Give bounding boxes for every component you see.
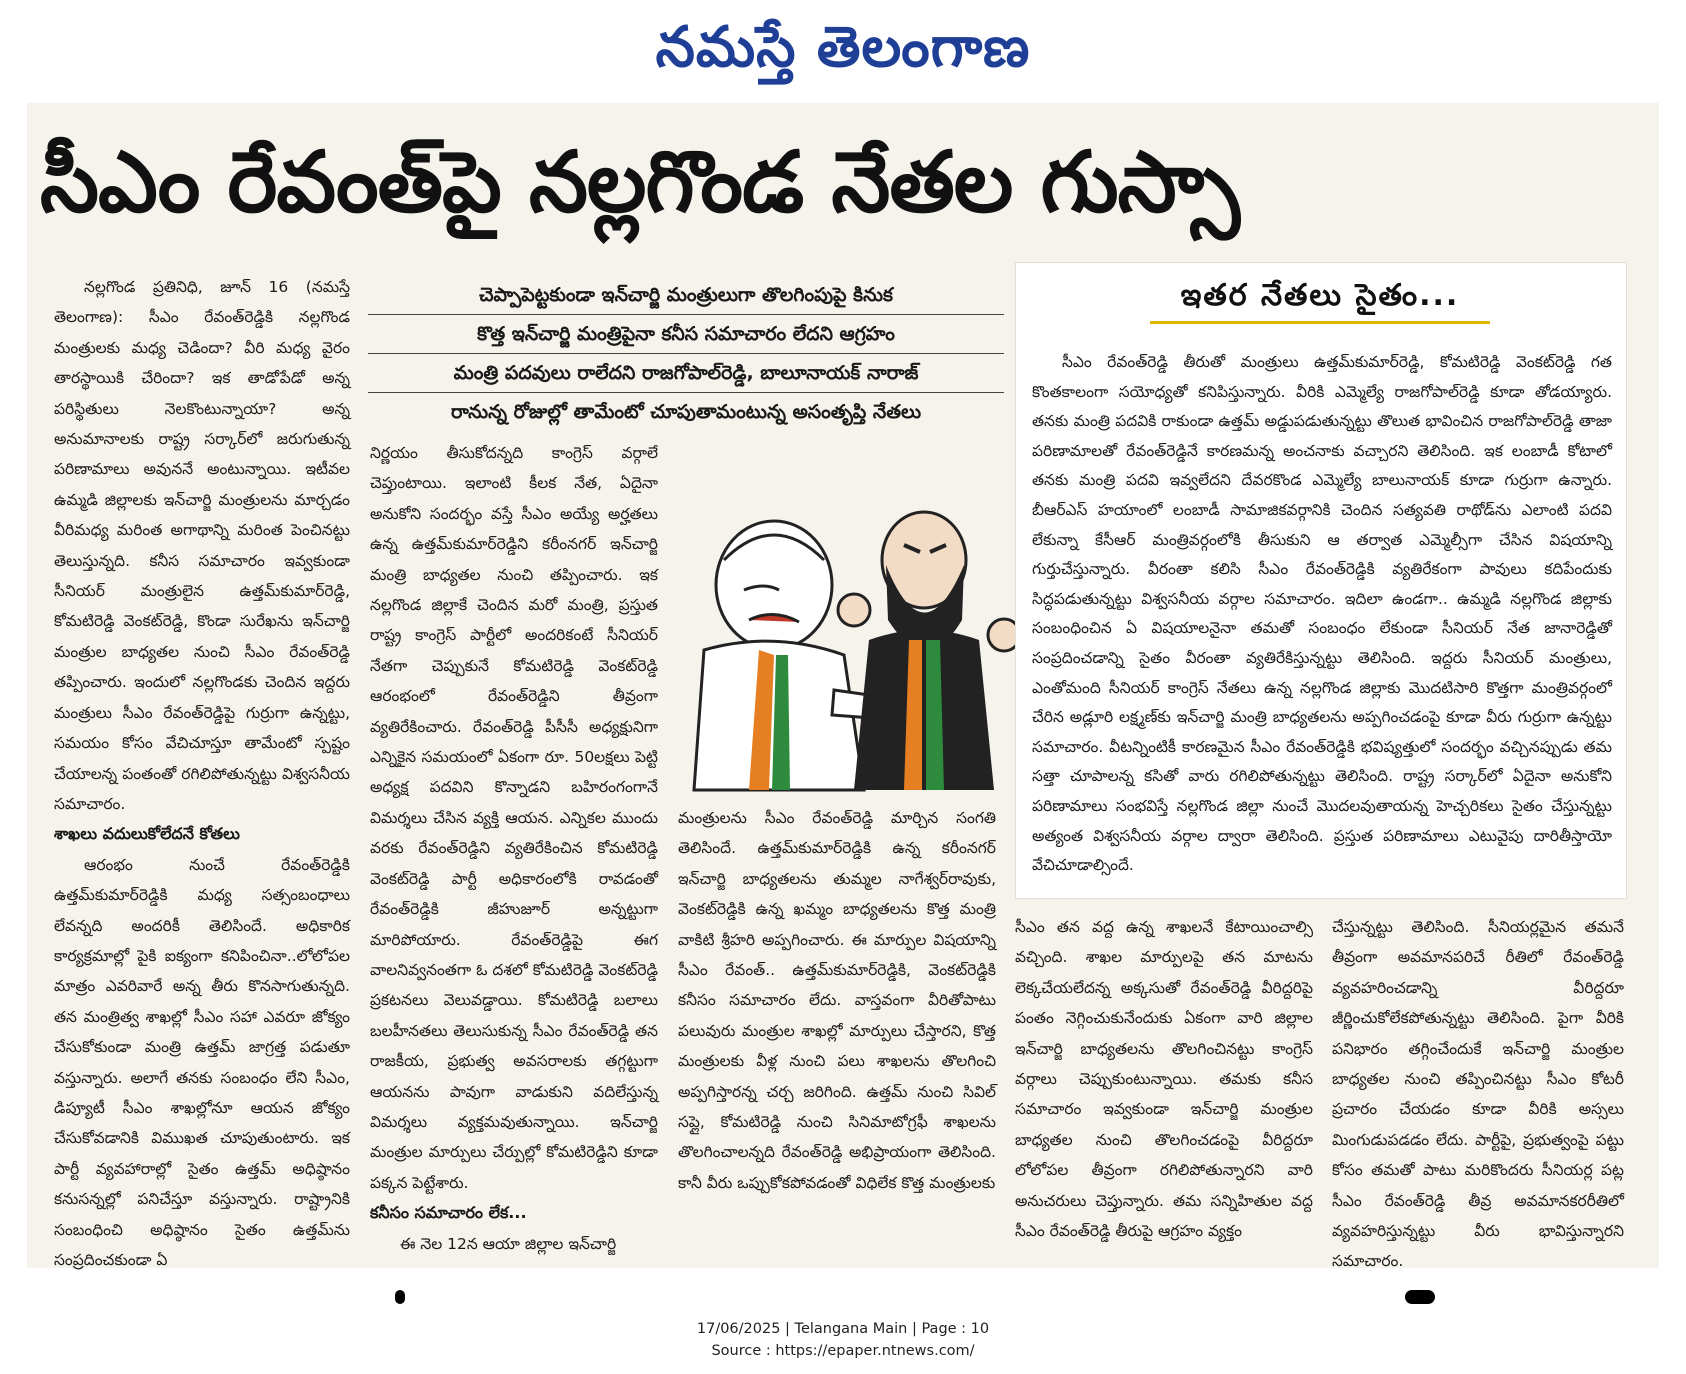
- article-headline: సీఎం రేవంత్‌పై నల్లగొండ నేతల గుస్సా: [40, 133, 1239, 231]
- sidebar-title-underline: [1150, 321, 1490, 324]
- article-decks: [368, 276, 1004, 431]
- sidebar-text: [1032, 348, 1612, 881]
- paragraph: సీఎం తన వద్ద ఉన్న శాఖలనే కేటాయించాల్సి వచ్చింది. శాఖల మార్పులపై తన మాటను లెక్కచేయలేదన్న అక్కసుతో రేవంత్‌రెడ్డి వీరిద్దరిపై పంతం నెగ్గించుకునేందుకు ఏకంగా వారి జిల్లాల ఇన్‌చార్జి బాధ్యతలను తొలగించినట్టు కాంగ్రెస్‌ వర్గాలు చెప్పుకుంటున్నాయి. తమకు కనీస సమాచారం ఇవ్వకుండా ఇన్‌చార్జి మంత్రుల బాధ్యతల నుంచి తొలగించడంపై వీరిద్దరూ లోలోపల తీవ్రంగా రగిలిపోతున్నారని వారి అనుచరులు చెప్తున్నారు. తమ సన్నిహితుల వద్ద సీఎం రేవంత్‌రెడ్డి తీరుపై ఆగ్రహం వ్యక్తం: [1015, 918, 1313, 1241]
- sidebar-title: ఇతర నేతలు సైతం...: [1180, 278, 1460, 313]
- paragraph: ఈ నెల 12న ఆయా జిల్లాల ఇన్‌చార్జి: [400, 1234, 617, 1253]
- paragraph: మంత్రులను సీఎం రేవంత్‌రెడ్డి మార్చిన సంగతి తెలిసిందే. ఉత్తమ్‌కుమార్‌రెడ్డికి ఉన్న కరీంనగర్‌ ఇన్‌చార్జి బాధ్యతలను తుమ్మల నాగేశ్వర్‌రావుకు, వెంకట్‌రెడ్డికి ఉన్న ఖమ్మం బాధ్యతలను కొత్త మంత్రి వాకిటి శ్రీహరి అప్పగించారు. ఈ మార్పుల విషయాన్ని సీఎం రేవంత్‌.. ఉత్తమ్‌కుమార్‌రెడ్డికి, వెంకట్‌రెడ్డికి కనీసం సమాచారం లేదు. వాస్తవంగా వీరితోపాటు పలువురు మంత్రుల శాఖల్లో మార్పులు చేస్తారని, కొత్త మంత్రులకు వీళ్ల నుంచి పలు శాఖలను తొలగించి అప్పగిస్తారన్న చర్చ జరిగింది. ఉత్తమ్‌ నుంచి సివిల్‌ సప్లై, కోమటిరెడ్డి నుంచి సినిమాటోగ్రఫీ శాఖలను తొలగించాలన్నది రేవంత్‌రెడ్డి అభిప్రాయంగా తెలిసింది. కానీ వీరు ఒప్పుకోకపోవడంతో విధిలేక కొత్త మంత్రులకు: [678, 809, 996, 1192]
- subheading: శాఖలు వదులుకోలేదనే కోతలు: [54, 824, 240, 844]
- article-column-1: [54, 272, 350, 1275]
- paragraph: నిర్ణయం తీసుకోదన్నది కాంగ్రెస్‌ వర్గాలే చెప్తుంటాయి. ఇలాంటి కీలక నేత, ఏదైనా అనుకోని సందర్భం వస్తే సీఎం అయ్యే అర్హతలు ఉన్న ఉత్తమ్‌కుమార్‌రెడ్డిని కరీంనగర్‌ ఇన్‌చార్జి మంత్రి బాధ్యతల నుంచి తప్పించారు. ఇక నల్లగొండ జిల్లాకే చెందిన మరో మంత్రి, ప్రస్తుత రాష్ట్ర కాంగ్రెస్‌ పార్టీలో అందరికంటే సీనియర్‌ నేతగా చెప్పుకునే కోమటిరెడ్డి వెంకట్‌రెడ్డి ఆరంభంలో రేవంత్‌రెడ్డిని తీవ్రంగా వ్యతిరేకించారు. రేవంత్‌రెడ్డి పీసీసీ అధ్యక్షునిగా ఎన్నికైన సమయంలో ఏకంగా రూ. 50లక్షలు పెట్టి అధ్యక్ష పదవిని కొన్నాడని బహిరంగంగానే విమర్శలు చేసిన వ్యక్తి ఆయన. ఎన్నికల ముందు వరకు రేవంత్‌రెడ్డిని వ్యతిరేకించిన కోమటిరెడ్డి వెంకట్‌రెడ్డి పార్టీ అధికారంలోకి రావడంతో రేవంత్‌రెడ్డికి జీహుజూర్‌ అన్నట్టుగా మారిపోయారు. రేవంత్‌రెడ్డిపై ఈగ వాలనివ్వనంతగా ఓ దశలో కోమటిరెడ్డి వెంకట్‌రెడ్డి ప్రకటనలు వెలువడ్డాయి. కోమటిరెడ్డి బలాలు బలహీనతలు తెలుసుకున్న సీఎం రేవంత్‌రెడ్డి తన రాజకీయ, ప్రభుత్వ అవసరాలకు తగ్గట్టుగా ఆయనను పావుగా వాడుకుని వదిలేస్తున్న విమర్శలు వ్యక్తమవుతున్నాయి. ఇన్‌చార్జి మంత్రుల మార్పులు చేర్పుల్లో కోమటిరెడ్డిని కూడా పక్కన పెట్టేశారు.: [370, 444, 658, 1192]
- political-cartoon: [664, 490, 1034, 800]
- cutoff-mark: [1405, 1290, 1435, 1304]
- deck-line: మంత్రి పదవులు రాలేదని రాజగోపాల్‌రెడ్డి, బాలూనాయక్‌ నారాజ్‌: [368, 354, 1004, 393]
- cutoff-mark: [395, 1290, 405, 1304]
- article-column-5: [1332, 912, 1624, 1277]
- deck-line: రానున్న రోజుల్లో తామేంటో చూపుతామంటున్న అసంతృప్తి నేతలు: [450, 401, 922, 423]
- article-column-3: [678, 803, 996, 1198]
- subheading: కనీసం సమాచారం లేక...: [370, 1203, 527, 1223]
- paragraph: ఆరంభం నుంచే రేవంత్‌రెడ్డికి ఉత్తమ్‌కుమార్‌రెడ్డికి మధ్య సత్సంబంధాలు లేవన్నది అందరికీ తెలిసిందే. అధికారిక కార్యక్రమాల్లో పైకి ఐక్యంగా కనిపించినా..లోలోపల మాత్రం ఎవరివారే అన్న తీరు కొనసాగుతున్నది. తన మంత్రిత్వ శాఖల్లో సీఎం సహా ఎవరూ జోక్యం చేసుకోకుండా మంత్రి ఉత్తమ్‌ జాగ్రత్త పడుతూ వస్తున్నారు. అలాగే తనకు సంబంధం లేని సీఎం, డిప్యూటీ సీఎం శాఖల్లోనూ ఆయన జోక్యం చేసుకోవడానికి విముఖత చూపుతుంటారు. ఇక పార్టీ వ్యవహారాల్లో సైతం ఉత్తమ్‌ అధిష్ఠానం కనుసన్నల్లో పనిచేస్తూ వస్తున్నారు. రాష్ట్రానికి సంబంధించి అధిష్ఠానం సైతం ఉత్తమ్‌ను సంప్రదించకుండా ఏ: [54, 855, 350, 1269]
- masthead-logo: నమస్తే తెలంగాణ: [655, 14, 1031, 80]
- footer-date-line: 17/06/2025 | Telangana Main | Page : 10: [696, 1321, 990, 1337]
- paragraph: నల్లగొండ ప్రతినిధి, జూన్‌ 16 (నమస్తే తెలంగాణ): సీఎం రేవంత్‌రెడ్డికి నల్లగొండ మంత్రులకు మధ్య చెడిందా? వీరి మధ్య వైరం తారస్థాయికి చేరిందా? ఇక తాడోపేడో అన్న పరిస్థితులు నెలకొంటున్నాయా? అన్న అనుమానాలకు రాష్ట్ర సర్కార్‌లో జరుగుతున్న పరిణామాలు అవుననే అంటున్నాయి. ఇటీవల ఉమ్మడి జిల్లాలకు ఇన్‌చార్జి మంత్రులను మార్చడం వీరిమధ్య మరింత అగాథాన్ని మరింత పెంచినట్టు తెలుస్తున్నది. కనీస సమాచారం ఇవ్వకుండా సీనియర్‌ మంత్రులైన ఉత్తమ్‌కుమార్‌రెడ్డి, కోమటిరెడ్డి వెంకట్‌రెడ్డి, కొండా సురేఖను ఇన్‌చార్జి మంత్రుల బాధ్యతల నుంచి సీఎం రేవంత్‌రెడ్డి తప్పించారు. ఇందులో నల్లగొండకు చెందిన ఇద్దరు మంత్రులు సీఎం రేవంత్‌రెడ్డిపై గుర్రుగా ఉన్నట్టు, సమయం కోసం వేచిచూస్తూ తామేంటో స్పష్టం చేయాలన్న పంతంతో రగిలిపోతున్నట్టు విశ్వసనీయ సమాచారం.: [54, 278, 350, 813]
- paragraph: చేస్తున్నట్టు తెలిసింది. సీనియర్లమైన తమనే తీవ్రంగా అవమానపరిచే రీతిలో రేవంత్‌రెడ్డి వ్యవహరించడాన్ని వీరిద్దరూ జీర్ణించుకోలేకపోతున్నట్టు తెలిసింది. పైగా వీరికి పనిభారం తగ్గించేందుకే ఇన్‌చార్జి మంత్రుల బాధ్యతల నుంచి తప్పించినట్టు సీఎం కోటరీ ప్రచారం చేయడం కూడా వీరికి అస్సలు మింగుడుపడడం లేదు. పార్టీపై, ప్రభుత్వంపై పట్టు కోసం తమతో పాటు మరికొందరు సీనియర్ల పట్ల సీఎం రేవంత్‌రెడ్డి తీవ్ర అవమానకరరీతిలో వ్యవహరిస్తున్నట్టు వీరు భావిస్తున్నారని సమాచారం.: [1332, 918, 1624, 1271]
- article-column-2: [370, 438, 658, 1259]
- footer-source-line: Source : https://epaper.ntnews.com/: [711, 1343, 975, 1359]
- article-column-4: [1015, 912, 1313, 1246]
- page-footer: [0, 1318, 1686, 1362]
- paragraph: సీఎం రేవంత్‌రెడ్డి తీరుతో మంత్రులు ఉత్తమ్‌కుమార్‌రెడ్డి, కోమటిరెడ్డి వెంకట్‌రెడ్డి గత కొంతకాలంగా సయోధ్యతో కనిపిస్తున్నారు. వీరికి ఎమ్మెల్యే రాజగోపాల్‌రెడ్డి కూడా తోడయ్యారు. తనకు మంత్రి పదవికి రాకుండా ఉత్తమ్‌ అడ్డుపడుతున్నట్టు తొలుత భావించిన రాజగోపాల్‌రెడ్డి తాజా పరిణామాలతో రేవంత్‌రెడ్డినే కారణమన్న అంచనాకు వచ్చారని తెలిసింది. ఇక లంబాడీ కోటాలో తనకు మంత్రి పదవి ఇవ్వలేదని దేవరకొండ ఎమ్మెల్యే బాలునాయక్‌ కూడా గుర్రుగా ఉన్నారు. బీఆర్‌ఎస్‌ హయాంలో లంబాడీ సామాజికవర్గానికి చెందిన సత్యవతి రాథోడ్‌ను ఎలాంటి పదవి లేకున్నా కేసీఆర్‌ మంత్రివర్గంలోకి తీసుకుని ఆ తర్వాత ఎమ్మెల్సీగా చేసిన విషయాన్ని గుర్తుచేస్తున్నారు. వీరంతా కలిసి సీఎం రేవంత్‌రెడ్డికి వ్యతిరేకంగా పావులు కదిపేందుకు సిద్ధపడుతున్నట్టు విశ్వసనీయ వర్గాల సమాచారం. ఇదిలా ఉండగా.. ఉమ్మడి నల్లగొండ జిల్లాకు సంబంధించిన ఏ విషయాలనైనా తమతో సంబంధం లేకుండా సీనియర్‌ నేత జానారెడ్డితో సంప్రదించడాన్ని సైతం వీరంతా వ్యతిరేకిస్తున్నట్టు తెలిసింది. ఇద్దరు సీనియర్‌ మంత్రులు, ఎంతోమంది సీనియర్‌ కాంగ్రెస్‌ నేతలు ఉన్న నల్లగొండ జిల్లాకు మొదటిసారి కొత్తగా మంత్రివర్గంలో చేరిన అడ్లూరి లక్ష్మణ్‌కు ఇన్‌చార్జి మంత్రి బాధ్యతలను అప్పగించడంపై కూడా వీరు గుర్రుగా ఉన్నట్టు సమాచారం. వీటన్నింటికీ కారణమైన సీఎం రేవంత్‌రెడ్డికి భవిష్యత్తులో సందర్భం వచ్చినప్పుడు తమ సత్తా చూపాలన్న కసితో వారు రగిలిపోతున్నట్టు తెలిసింది. రాష్ట్ర సర్కార్‌లో ఏదైనా అనుకోని పరిణామాలు సంభవిస్తే నల్లగొండ జిల్లా నుంచే మొదలవుతాయన్న హెచ్చరికలు సైతం చేస్తున్నట్టు అత్యంత విశ్వసనీయ వర్గాల ద్వారా తెలిసింది. ప్రస్తుత పరిణామాలు ఎటువైపు దారితీస్తాయో వేచిచూడాల్సిందే.: [1032, 353, 1612, 875]
- cartoon-right-figure: [838, 512, 1020, 790]
- deck-line: కొత్త ఇన్‌చార్జి మంత్రిపైనా కనీస సమాచారం లేదని ఆగ్రహం: [368, 315, 1004, 354]
- deck-line: చెప్పాపెట్టకుండా ఇన్‌చార్జి మంత్రులుగా తొలగింపుపై కినుక: [368, 276, 1004, 315]
